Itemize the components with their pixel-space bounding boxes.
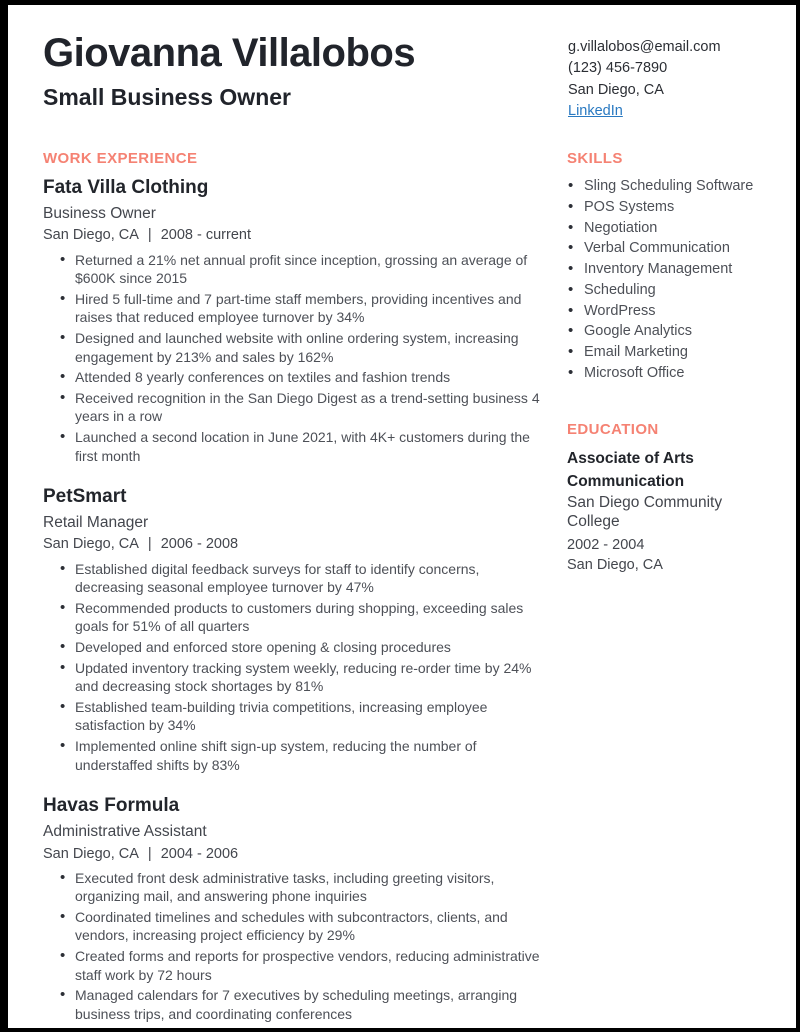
company-name: Fata Villa Clothing	[43, 177, 209, 199]
job-role: Administrative Assistant	[43, 823, 207, 841]
resume-header	[43, 31, 758, 122]
skill-item: • POS Systems	[567, 198, 758, 218]
bullet-item: • Launched a second location in June 2021, with 4K+ customers during the first month	[43, 428, 540, 465]
contact-phone: (123) 456-7890	[568, 60, 668, 77]
identity-block	[43, 31, 415, 110]
job-meta	[43, 845, 540, 863]
person-job-title: Small Business Owner	[43, 83, 291, 110]
contact-block	[568, 31, 758, 122]
education-heading: EDUCATION	[567, 421, 659, 439]
work-experience-section	[43, 150, 540, 1025]
meta-separator: |	[147, 227, 152, 244]
job-meta	[43, 226, 540, 244]
education-section	[567, 421, 758, 575]
job-role: Retail Manager	[43, 514, 149, 532]
job-location: San Diego, CA	[43, 536, 139, 553]
skill-item: • Sling Scheduling Software	[567, 177, 758, 197]
linkedin-link[interactable]: LinkedIn	[568, 102, 623, 119]
job-dates: 2006 - 2008	[160, 536, 239, 553]
job-entry	[43, 177, 540, 465]
skill-item: • Verbal Communication	[567, 239, 758, 259]
bullet-item: • Created forms and reports for prospective vendors, reducing administrative staff work by 72 hours	[43, 947, 540, 984]
skill-item: • Negotiation	[567, 219, 758, 239]
degree-name: Associate of Arts Communication	[567, 450, 694, 490]
skills-heading: SKILLS	[567, 150, 623, 168]
company-name: PetSmart	[43, 486, 127, 508]
job-entry	[43, 486, 540, 774]
skill-item: • WordPress	[567, 302, 758, 322]
job-bullet-list	[43, 251, 540, 466]
meta-separator: |	[147, 845, 152, 862]
job-location: San Diego, CA	[43, 227, 139, 244]
education-location: San Diego, CA	[567, 557, 663, 574]
bullet-item: • Coordinated timelines and schedules with subcontractors, clients, and vendors, increasing project efficiency by 29%	[43, 908, 540, 945]
skill-item: • Scheduling	[567, 281, 758, 301]
job-location: San Diego, CA	[43, 845, 139, 862]
skills-section	[567, 150, 758, 383]
work-experience-heading: WORK EXPERIENCE	[43, 150, 198, 168]
bullet-item: • Established digital feedback surveys for staff to identify concerns, decreasing seasonal employee turnover by 47%	[43, 560, 540, 597]
job-role: Business Owner	[43, 205, 156, 223]
skill-item: • Email Marketing	[567, 343, 758, 363]
school-name: San Diego Community College	[567, 494, 723, 531]
skills-list	[567, 177, 758, 383]
bullet-item: • Updated inventory tracking system weekly, reducing re-order time by 24% and decreasing stock shortages by 81%	[43, 659, 540, 696]
bullet-item: • Executed front desk administrative tasks, including greeting visitors, organizing mail, and answering phone inquiries	[43, 869, 540, 906]
job-dates: 2004 - 2006	[160, 845, 239, 862]
company-name: Havas Formula	[43, 795, 180, 817]
education-dates: 2002 - 2004	[567, 537, 645, 554]
resume-page	[8, 5, 796, 1028]
bullet-item: • Returned a 21% net annual profit since inception, grossing an average of $600K since 2015	[43, 251, 540, 288]
skill-item: • Microsoft Office	[567, 364, 758, 384]
bullet-item: • Attended 8 yearly conferences on textiles and fashion trends	[43, 368, 540, 387]
resume-body	[43, 150, 758, 1025]
bullet-item: • Developed and enforced store opening & closing procedures	[43, 638, 540, 657]
job-entry	[43, 795, 540, 1023]
job-bullet-list	[43, 869, 540, 1024]
job-meta	[43, 535, 540, 553]
bullet-item: • Designed and launched website with online ordering system, increasing engagement by 213% and sales by 162%	[43, 329, 540, 366]
contact-location: San Diego, CA	[568, 81, 664, 98]
bullet-item: • Received recognition in the San Diego Digest as a trend-setting business 4 years in a row	[43, 389, 540, 426]
meta-separator: |	[147, 536, 152, 553]
person-name: Giovanna Villalobos	[43, 31, 416, 75]
job-bullet-list	[43, 560, 540, 775]
bullet-item: • Implemented online shift sign-up system, reducing the number of understaffed shifts by 83%	[43, 737, 540, 774]
bullet-item: • Established team-building trivia competitions, increasing employee satisfaction by 34%	[43, 698, 540, 735]
contact-email: g.villalobos@email.com	[568, 39, 721, 55]
bullet-item: • Recommended products to customers during shopping, exceeding sales goals for 51% of all quarters	[43, 599, 540, 636]
bullet-item: • Managed calendars for 7 executives by scheduling meetings, arranging business trips, and coordinating conferences	[43, 986, 540, 1023]
sidebar-column	[567, 150, 758, 1025]
bullet-item: • Hired 5 full-time and 7 part-time staff members, providing incentives and raises that reduced employee turnover by 34%	[43, 290, 540, 327]
skill-item: • Inventory Management	[567, 260, 758, 280]
skill-item: • Google Analytics	[567, 322, 758, 342]
job-dates: 2008 - current	[160, 227, 251, 244]
